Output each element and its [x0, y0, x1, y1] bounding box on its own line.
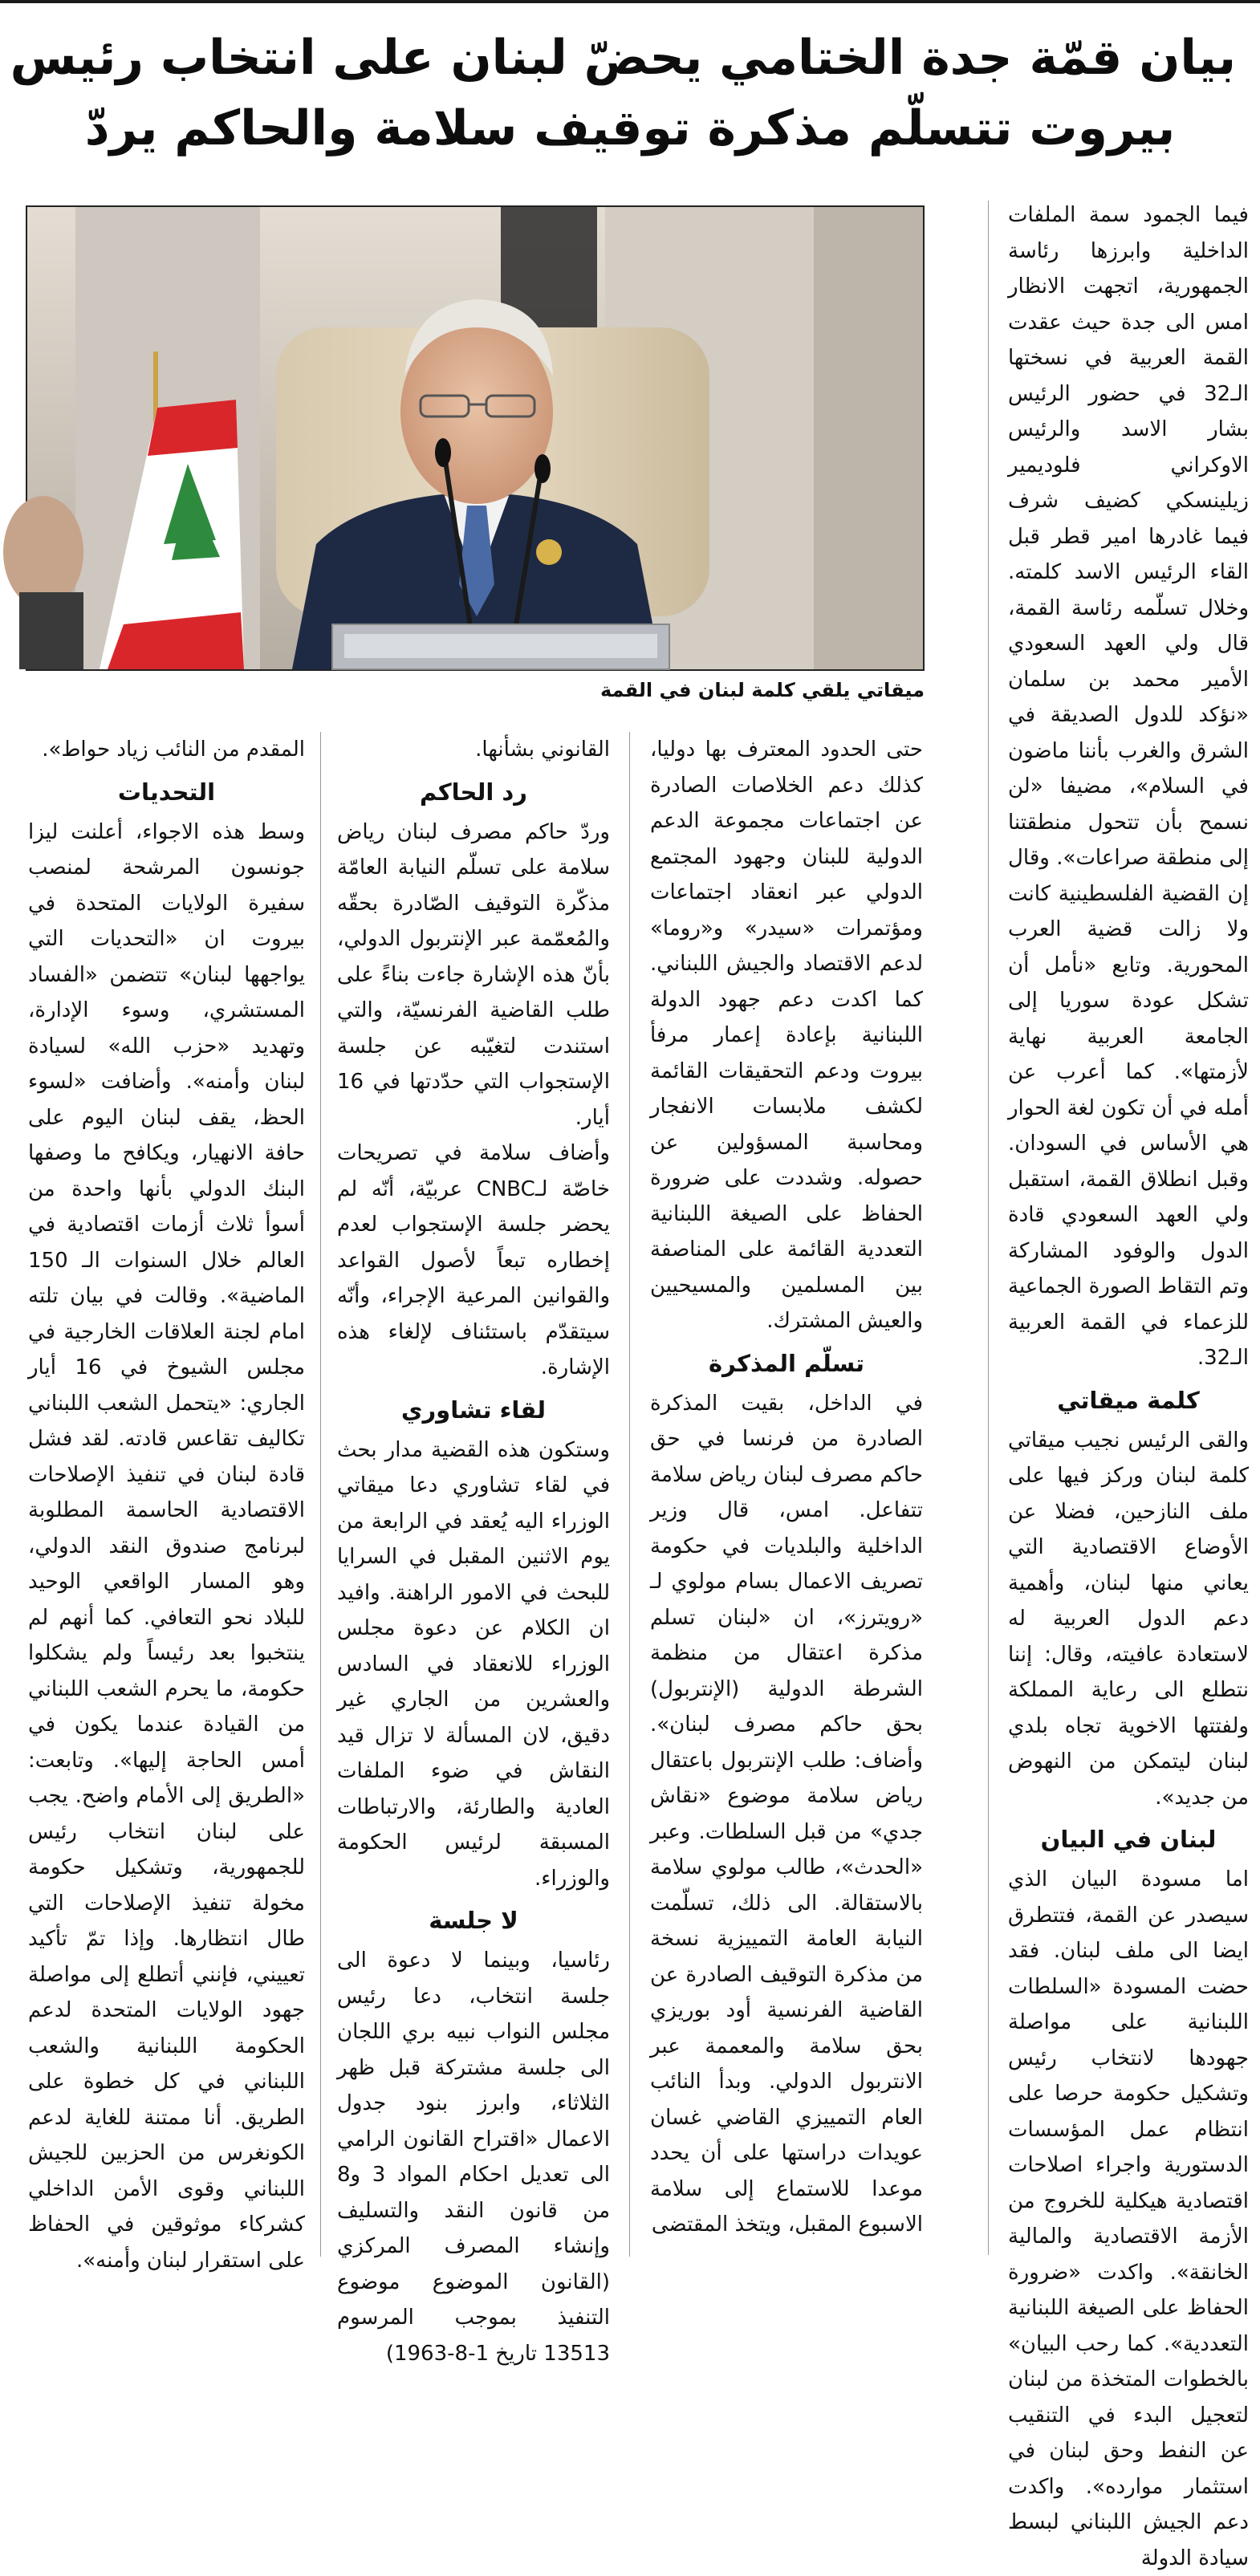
- top-rule: [0, 0, 1260, 3]
- paragraph: فيما الجمود سمة الملفات الداخلية وابرزها رئاسة الجمهورية، اتجهت الانظار امس الى جدة حيث عقدت القمة العربية في نسختها الـ32 في حضور الرئيس بشار الاسد والرئيس الاوكراني فلوديمير زيلينسكي كضيف شرف فيما غادرها امير قطر قبل القاء الرئيس الاسد كلمته. وخلال تسلّمه رئاسة القمة، قال ولي العهد السعودي الأمير محمد بن سلمان «نؤكد للدول الصديقة في الشرق والغرب بأننا ماضون في السلام»، مضيفا «لن نسمح بأن تتحول منطقتنا إلى منطقة صراعات». وقال إن القضية الفلسطينية كانت ولا زالت قضية العرب المحورية. وتابع «نأمل أن تشكل عودة سوريا إلى الجامعة العربية نهاية لأزمتها». كما أعرب عن أمله في أن تكون لغة الحوار هي الأساس في السودان. وقبل انطلاق القمة، استقبل ولي العهد السعودي قادة الدول والوفود المشاركة وتم التقاط الصورة الجماعية للزعماء في القمة العربية الـ32.: [1008, 203, 1249, 1370]
- column-rule: [629, 732, 630, 2257]
- headline-line-1: بيان قمّة جدة الختامي يحضّ لبنان على انتخاب رئيس: [10, 30, 1236, 86]
- headline-line-2: بيروت تتسلّم مذكرة توقيف سلامة والحاكم يردّ: [84, 100, 1176, 156]
- subheading-challenges: التحديات: [117, 778, 216, 806]
- column-rule: [320, 732, 321, 2257]
- paragraph: وستكون هذه القضية مدار بحث في لقاء تشاوري دعا ميقاتي الوزراء اليه يُعقد في الرابعة من يوم الاثنين المقبل في السرايا للبحث في الامور الراهنة. وافيد ان الكلام عن دعوة مجلس الوزراء للانعقاد في السادس والعشرين من الجاري غير دقيق، لان المسألة لا تزال قيد النقاش في ضوء الملفات العادية والطارئة، والارتباطات المسبقة لرئيس الحكومة والوزراء.: [337, 1437, 610, 1891]
- article-column-2: [650, 732, 923, 2261]
- lapel-pin: [536, 539, 562, 565]
- subheading-lebanon-in-statement: لبنان في البيان: [1040, 1826, 1217, 1853]
- headline: [10, 22, 1236, 164]
- photo-caption: ميقاتي يلقي كلمة لبنان في القمة: [600, 679, 925, 701]
- paragraph: وسط هذه الاجواء، أعلنت ليزا جونسون المرشحة لمنصب سفيرة الولايات المتحدة في بيروت ان «التحديات التي يواجهها لبنان» تتضمن «الفساد المستشري، وسوء الإدارة، وتهديد «حزب الله» لسيادة لبنان وأمنه». وأضافت «لسوء الحظ، يقف لبنان اليوم على حافة الانهيار، ويكافح ما وصفها البنك الدولي بأنها واحدة من أسوأ ثلاث أزمات اقتصادية في العالم خلال السنوات الـ 150 الماضية». وقالت في بيان تلته امام لجنة العلاقات الخارجية في مجلس الشيوخ في 16 أيار الجاري: «يتحمل الشعب اللبناني تكاليف تقاعس قادته. لقد فشل قادة لبنان في تنفيذ الإصلاحات الاقتصادية الحاسمة المطلوبة لبرنامج صندوق النقد الدولي، وهو المسار الواقعي الوحيد للبلاد نحو التعافي. كما أنهم لم ينتخبوا بعد رئيساً ولم يشكلوا حكومة، ما يحرم الشعب اللبناني من القيادة عندما يكون في أمس الحاجة إليها». وتابعت: «الطريق إلى الأمام واضح. يجب على لبنان انتخاب رئيس للجمهورية، وتشكيل حكومة مخولة تنفيذ الإصلاحات التي طال انتظارها. وإذا تمّ تأكيد تعييني، فإنني أتطلع إلى مواصلة جهود الولايات المتحدة لدعم الحكومة اللبنانية والشعب اللبناني في كل خطوة على الطريق. أنا ممتنة للغاية لدعم الكونغرس من الحزبين للجيش اللبناني وقوى الأمن الداخلي كشركاء موثوقين في الحفاظ على استقرار لبنان وأمنه».: [28, 819, 305, 2273]
- paragraph: في الداخل، بقيت المذكرة الصادرة من فرنسا في حق حاكم مصرف لبنان رياض سلامة تتفاعل. امس، قال وزير الداخلية والبلديات في حكومة تصريف الاعمال بسام مولوي لـ «رويترز»، ان «لبنان تسلم مذكرة اعتقال من منظمة الشرطة الدولية (الإنتربول) بحق حاكم مصرف لبنان». وأضاف: طلب الإنتربول باعتقال رياض سلامة موضوع «نقاش جدي» من قبل السلطات. وعبر «الحدث»، طالب مولوي سلامة بالاستقالة. الى ذلك، تسلّمت النيابة العامة التمييزية نسخة من مذكرة التوقيف الصادرة عن القاضية الفرنسية أود بوريزي بحق سلامة والمعممة عبر الانتربول الدولي. وبدأ النائب العام التمييزي القاضي غسان عويدات دراستها على أن يحدد موعدا للاستماع إلى سلامة الاسبوع المقبل، ويتخذ المقتضى: [650, 1391, 923, 2237]
- paragraph: القانوني بشأنها.: [475, 737, 610, 762]
- paragraph: رئاسيا، وبينما لا دعوة الى جلسة انتخاب، دعا رئيس مجلس النواب نبيه بري اللجان الى جلسة مشتركة قبل ظهر الثلاثاء، وابرز بنود جدول الاعمال «اقتراح القانون الرامي الى تعديل احكام المواد 3 و8 من قانون النقد والتسليف وإنشاء المصرف المركزي (القانون الموضوع موضوع التنفيذ بموجب المرسوم 13513 تاريخ 1-8-1963): [337, 1948, 611, 2366]
- subheading-governor-reply: رد الحاكم: [420, 778, 527, 806]
- column-rule: [988, 201, 989, 2255]
- subheading-consultative-meeting: لقاء تشاوري: [400, 1396, 547, 1424]
- paragraph: والقى الرئيس نجيب ميقاتي كلمة لبنان وركز فيها على ملف النازحين، فضلا عن الأوضاع الاقتصادية التي يعاني منها لبنان، وأهمية دعم الدول العربية له لاستعادة عافيته، وقال: إننا نتطلع الى رعاية المملكة ولفتتها الاخوية تجاه بلدي لبنان ليتمكن من النهوض من جديد».: [1008, 1428, 1249, 1810]
- article-photo: [26, 205, 925, 671]
- article-column-4: [28, 732, 305, 2273]
- paragraph: وأضاف سلامة في تصريحات خاصّة لـCNBC عربيّة، أنّه لم يحضر جلسة الإستجواب لعدم إخطاره تبعاً لأصول القواعد والقوانين المرعية الإجراء، وأنّه سيتقدّم باستئناف لإلغاء هذه الإشارة.: [337, 1141, 610, 1379]
- photo-illustration: [27, 207, 923, 669]
- paragraph: وردّ حاكم مصرف لبنان رياض سلامة على تسلّم النيابة العامّة مذكّرة التوقيف الصّادرة بحقّه والمُعمّمة عبر الإنتربول الدولي، بأنّ هذه الإشارة جاءت بناءً على طلب القاضية الفرنسيّة، والتي استندت لتغيّبه عن جلسة الإستجواب التي حدّدتها في 16 أيار.: [337, 819, 610, 1130]
- article-column-1: [1008, 197, 1249, 2570]
- subheading-no-session: لا جلسة: [429, 1907, 518, 1934]
- paragraph: اما مسودة البيان الذي سيصدر عن القمة، فتتطرق ايضا الى ملف لبنان. فقد حضت المسودة «السلطات اللبنانية على مواصلة جهودها لانتخاب رئيس وتشكيل حكومة حرصا على انتظام عمل المؤسسات الدستورية واجراء اصلاحات اقتصادية هيكلية للخروج من الأزمة الاقتصادية والمالية الخانقة». واكدت «ضرورة الحفاظ على الصيغة اللبنانية التعددية». كما رحب البيان» بالخطوات المتخذة من لبنان لتعجيل البدء في التنقيب عن النفط وحق لبنان في استثمار موارده». واكدت دعم الجيش اللبناني لبسط سيادة الدولة: [1008, 1867, 1249, 2570]
- paragraph: حتى الحدود المعترف بها دوليا، كذلك دعم الخلاصات الصادرة عن اجتماعات مجموعة الدعم الدولية للبنان وجهود المجتمع الدولي عبر انعقاد اجتماعات ومؤتمرات «سيدر» و«روما» لدعم الاقتصاد والجيش اللبناني. كما اكدت دعم جهود الدولة اللبنانية بإعادة إعمار مرفأ بيروت ودعم التحقيقات القائمة لكشف ملابسات الانفجار ومحاسبة المسؤولين عن حصوله. وشددت على ضرورة الحفاظ على الصيغة اللبنانية التعددية القائمة على المناصفة بين المسلمين والمسيحيين والعيش المشترك.: [650, 737, 923, 1333]
- subheading-mikati-speech: كلمة ميقاتي: [1057, 1386, 1200, 1414]
- subheading-memo-received: تسلّم المذكرة: [708, 1349, 865, 1377]
- paragraph: المقدم من النائب زياد حواط».: [42, 737, 305, 762]
- article-column-3: [337, 732, 611, 2366]
